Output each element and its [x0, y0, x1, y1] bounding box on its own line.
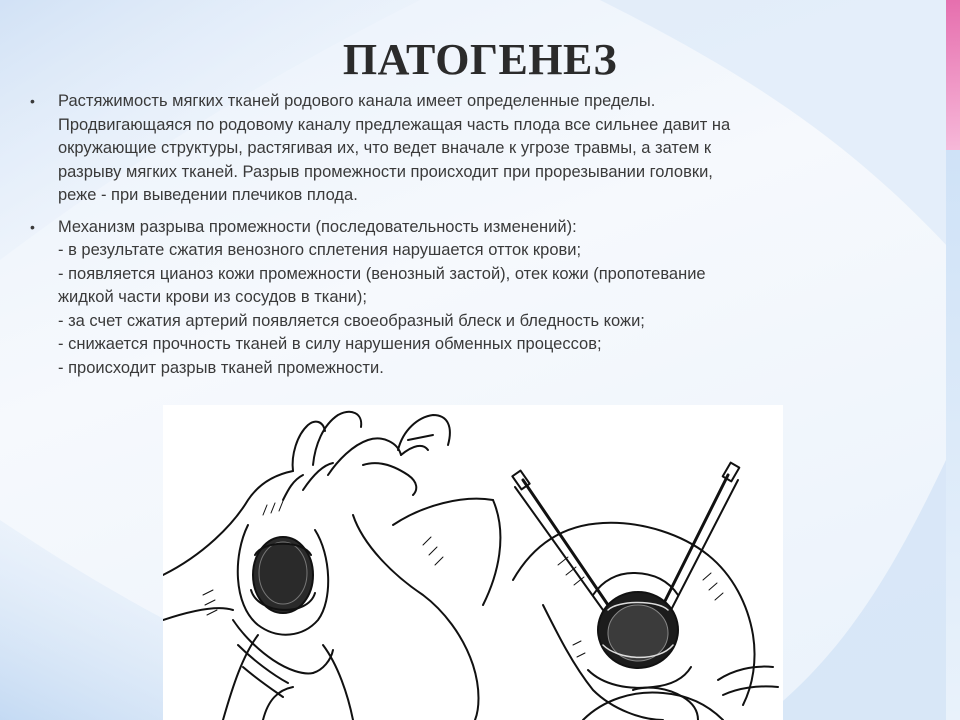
bullet-line: - появляется цианоз кожи промежности (венозный застой), отек кожи (пропотевание	[58, 264, 706, 283]
bullet-icon: •	[30, 218, 35, 235]
bullet-line: Растяжимость мягких тканей родового канала имеет определенные пределы.	[58, 92, 656, 110]
bullet-item	[30, 90, 900, 208]
illustration-perineum	[163, 405, 783, 720]
bullet-line: Механизм разрыва промежности (последовательность изменений):	[58, 217, 577, 236]
bullet-line: - происходит разрыв тканей промежности.	[58, 358, 384, 377]
bullet-line: реже - при выведении плечиков плода.	[58, 186, 358, 204]
bullet-icon: •	[30, 93, 35, 109]
bullet-line: - снижается прочность тканей в силу нарушения обменных процессов;	[58, 335, 602, 353]
perineum-illustration-drawing	[163, 405, 783, 720]
bullet-line: - в результате сжатия венозного сплетения нарушается отток крови;	[58, 241, 582, 259]
bullet-list	[30, 90, 900, 388]
bullet-line: Продвигающаяся по родовому каналу предлежащая часть плода все сильнее давит на	[58, 115, 731, 134]
slide-title: ПАТОГЕНЕЗ	[342, 35, 618, 84]
bullet-item	[30, 216, 900, 381]
bullet-line: окружающие структуры, растягивая их, что ведет вначале к угрозе травмы, а затем к	[58, 139, 712, 157]
bullet-line: жидкой части крови из сосудов в ткани);	[58, 288, 367, 306]
bullet-line: - за счет сжатия артерий появляется своеобразный блеск и бледность кожи;	[58, 311, 645, 330]
bullet-line: разрыву мягких тканей. Разрыв промежности происходит при прорезывании головки,	[58, 162, 713, 181]
